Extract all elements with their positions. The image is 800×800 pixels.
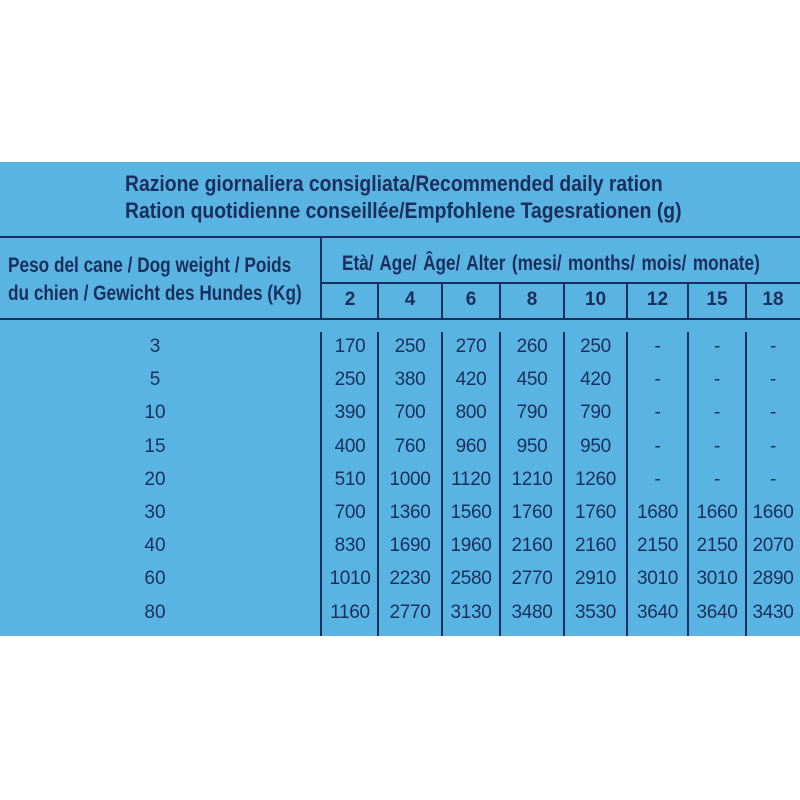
ration-value-cell: 1210 [511, 468, 553, 490]
ration-value-cell: 170 [334, 336, 366, 357]
ration-value-cell: 700 [394, 402, 426, 424]
dog-weight-cell: 5 [149, 369, 161, 391]
ration-value-cell: 960 [455, 435, 487, 457]
ration-value-cell: 790 [516, 402, 548, 424]
ration-value-cell: - [713, 336, 721, 357]
header-top-rule [0, 236, 800, 238]
ration-value-cell: 1760 [574, 502, 617, 523]
ration-value-cell: 250 [394, 336, 426, 357]
ration-value-cell: - [769, 336, 777, 357]
dog-weight-header [8, 252, 302, 308]
ration-value-cell: - [769, 402, 777, 424]
ration-value-cell: - [769, 369, 777, 391]
ration-value-cell: 3530 [574, 601, 617, 623]
ration-value-cell: 2070 [752, 535, 794, 557]
ration-value-cell: - [654, 402, 661, 424]
ration-value-cell: 2770 [389, 601, 431, 623]
ration-value-cell: 1120 [451, 468, 491, 490]
age-subheader-rule [320, 282, 800, 284]
ration-value-cell: 950 [516, 435, 548, 457]
ration-value-cell: - [769, 468, 777, 490]
ration-value-cell: 2580 [450, 568, 492, 590]
ration-value-cell: 1660 [752, 502, 794, 523]
age-column-header: 2 [344, 289, 356, 310]
ration-value-cell: 510 [334, 468, 366, 490]
ration-value-cell: 700 [334, 502, 366, 523]
ration-value-cell: 1010 [329, 568, 371, 590]
ration-value-cell: 800 [455, 402, 487, 424]
ration-value-cell: 250 [580, 336, 611, 357]
dog-weight-cell: 15 [144, 435, 166, 457]
ration-value-cell: 1160 [330, 601, 370, 623]
ration-value-cell: 2910 [574, 568, 617, 590]
age-column-header: 8 [526, 289, 538, 310]
title-line-2: Ration quotidienne conseillée/Empfohlene Tagesrationen (g) [125, 198, 682, 223]
table-title [125, 170, 682, 224]
ration-value-cell: 1260 [574, 468, 617, 490]
ration-value-cell: 830 [334, 535, 366, 557]
dog-weight-cell: 3 [149, 336, 161, 357]
ration-value-cell: - [654, 369, 661, 391]
ration-value-cell: 3640 [636, 601, 679, 623]
ration-value-cell: 3640 [696, 601, 738, 623]
ration-value-cell: 2150 [696, 535, 738, 557]
ration-value-cell: 2890 [752, 568, 794, 590]
dog-weight-header-line-2: du chien / Gewicht des Hundes (Kg) [8, 282, 302, 305]
ration-value-cell: 390 [334, 402, 366, 424]
age-column-header: 10 [584, 289, 607, 310]
ration-value-cell: - [654, 336, 661, 357]
dog-weight-cell: 20 [144, 468, 166, 490]
ration-value-cell: 270 [455, 336, 487, 357]
ration-value-cell: - [713, 369, 721, 391]
ration-value-cell: 1660 [696, 502, 738, 523]
ration-value-cell: 3010 [636, 568, 679, 590]
ration-value-cell: 260 [516, 336, 548, 357]
age-header: Età/ Age/ Âge/ Alter (mesi/ months/ mois/ monate) [342, 252, 760, 275]
ration-value-cell: 3010 [696, 568, 738, 590]
ration-value-cell: 1760 [511, 502, 553, 523]
ration-value-cell: - [713, 435, 721, 457]
ration-value-cell: 1360 [389, 502, 431, 523]
ration-value-cell: 760 [394, 435, 426, 457]
ration-value-cell: 400 [334, 435, 366, 457]
ration-value-cell: 1680 [636, 502, 679, 523]
dog-weight-header-line-1: Peso del cane / Dog weight / Poids [8, 254, 292, 277]
ration-value-cell: 380 [394, 369, 426, 391]
ration-value-cell: 420 [580, 369, 611, 391]
ration-value-cell: - [713, 468, 721, 490]
ration-value-cell: 3480 [511, 601, 553, 623]
dog-weight-cell: 30 [144, 502, 166, 523]
age-column-header: 18 [762, 289, 784, 310]
ration-value-cell: 2770 [511, 568, 553, 590]
ration-value-cell: - [713, 402, 721, 424]
ration-value-cell: 1000 [389, 468, 431, 490]
dog-weight-cell: 80 [144, 601, 166, 623]
ration-value-cell: - [769, 435, 777, 457]
dog-weight-cell: 40 [144, 535, 166, 557]
ration-value-cell: 2160 [574, 535, 617, 557]
ration-table-panel [0, 162, 800, 636]
age-column-header: 4 [404, 289, 416, 310]
ration-value-cell: 1960 [450, 535, 492, 557]
ration-value-cell: 2230 [389, 568, 431, 590]
ration-value-cell: 1560 [450, 502, 492, 523]
ration-value-cell: 450 [516, 369, 548, 391]
ration-value-cell: - [654, 435, 661, 457]
ration-value-cell: 420 [455, 369, 487, 391]
header-bottom-rule [0, 318, 800, 320]
ration-value-cell: 790 [580, 402, 611, 424]
ration-value-cell: 2150 [636, 535, 679, 557]
ration-value-cell: 2160 [511, 535, 553, 557]
age-column-header: 15 [706, 289, 728, 310]
age-column-header: 6 [465, 289, 477, 310]
age-column-header: 12 [646, 289, 669, 310]
title-line-1: Razione giornaliera consigliata/Recommended daily ration [125, 171, 663, 196]
dog-weight-cell: 10 [144, 402, 166, 424]
ration-value-cell: 950 [580, 435, 611, 457]
ration-value-cell: 3430 [752, 601, 794, 623]
ration-value-cell: 3130 [450, 601, 492, 623]
ration-value-cell: 1690 [389, 535, 431, 557]
dog-weight-cell: 60 [144, 568, 166, 590]
ration-value-cell: 250 [334, 369, 366, 391]
ration-value-cell: - [654, 468, 661, 490]
